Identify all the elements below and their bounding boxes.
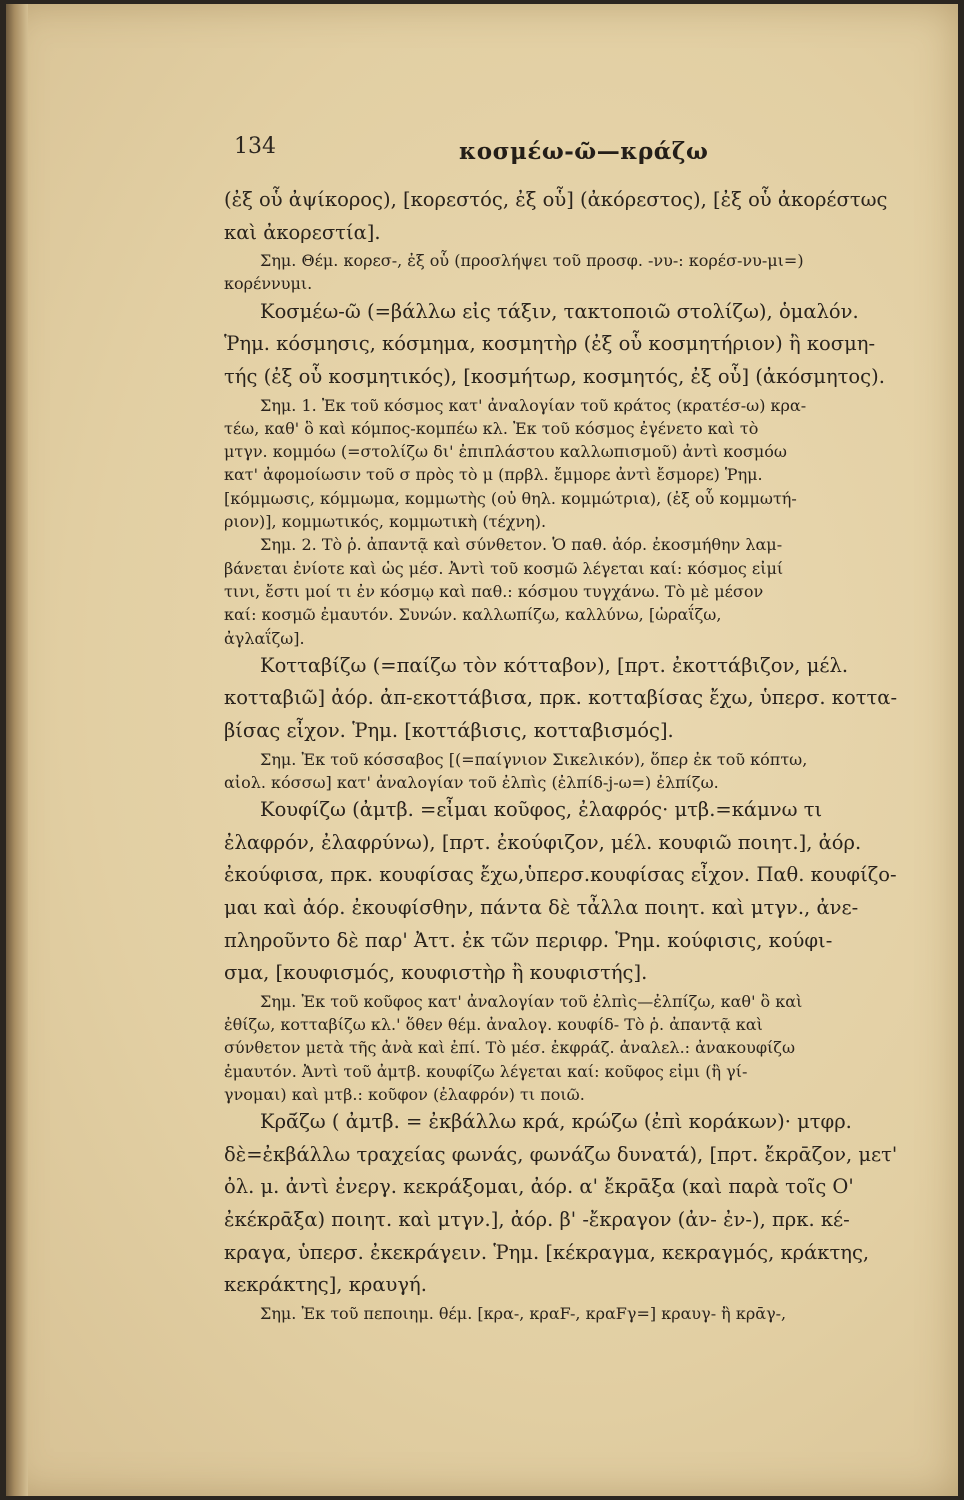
note-text-line: τέω, καθ' ὃ καὶ κόμπος-κομπέω κλ. Ἐκ τοῦ κόσμος ἐγένετο καὶ τὸ <box>224 418 759 438</box>
entry-text-line: βίσας εἶχον. Ῥημ. [κοττάβισις, κοτταβισμός]. <box>224 719 674 743</box>
entry-text-line: Κοτταβίζω (=παίζω τὸν κότταβον), [πρτ. ἐκοττάβιζον, μέλ. <box>260 653 849 677</box>
note-text-line: κορέννυμι. <box>224 274 313 294</box>
entry-text-line: κραγα, ὑπερσ. ἐκεκράγειν. Ῥημ. [κέκραγμα, κεκραγμός, κράκτης, <box>224 1240 870 1264</box>
entry-text-line: κοτταβιῶ] ἀόρ. ἀπ-εκοττάβισα, πρκ. κοτταβίσας ἔχω, ὑπερσ. κοττα- <box>224 686 898 710</box>
note-text-line: ἐθίζω, κοτταβίζω κλ.' ὅθεν θέμ. ἀναλογ. κουφίδ- Τὸ ῥ. ἀπαντᾷ καὶ <box>224 1015 763 1035</box>
page-header <box>234 134 924 174</box>
page-number: 134 <box>234 134 276 159</box>
note-text-line: σύνθετον μετὰ τῆς ἀνὰ καὶ ἐπί. Τὸ μέσ. ἐκφράζ. ἀναλελ.: ἀνακουφίζω <box>224 1038 796 1058</box>
entry-text-line: Κουφίζω (ἀμτβ. =εἶμαι κοῦφος, ἐλαφρός· μτβ.=κάμνω τι <box>260 798 823 822</box>
entry-text-line: πληροῦντο δὲ παρ' Ἀττ. ἐκ τῶν περιφρ. Ῥημ. κούφισις, κούφι- <box>224 928 833 952</box>
note-text-line: κατ' ἀφομοίωσιν τοῦ σ πρὸς τὸ μ (πρβλ. ἔμμορε ἀντὶ ἔσμορε) Ῥημ. <box>224 465 763 485</box>
entry-text-line: σμα, [κουφισμός, κουφιστὴρ ἢ κουφιστής]. <box>224 961 648 985</box>
note-text-line: Σημ. Ἐκ τοῦ κόσσαβος [(=παίγνιον Σικελικόν), ὅπερ ἐκ τοῦ κόπτω, <box>260 749 808 769</box>
entry-text-line: καὶ ἀκορεστία]. <box>224 220 381 244</box>
dictionary-entries <box>224 184 936 1325</box>
entry-text-line: ἐκέκρᾱξα) ποιητ. καὶ μτγν.], ἀόρ. β' -ἔκραγον (ἀν- ἐν-), πρκ. κέ- <box>224 1208 850 1232</box>
entry-text-line: ὀλ. μ. ἀντὶ ἐνεργ. κεκράξομαι, ἀόρ. α' ἔκρᾱξα (καὶ παρὰ τοῖς Ο' <box>224 1175 854 1199</box>
note-text-line: Σημ. Θέμ. κορεσ-, ἐξ οὗ (προσλήψει τοῦ προσφ. -νυ-: κορέσ-νυ-μι=) <box>260 251 804 271</box>
note-text-line: Σημ. Ἐκ τοῦ πεποιημ. θέμ. [κρα-, κραF-, κραFγ=] κραυγ- ἢ κρᾱγ-, <box>260 1303 787 1323</box>
entry-text-line: τής (ἐξ οὗ κοσμητικός), [κοσμήτωρ, κοσμητός, ἐξ οὗ] (ἀκόσμητος). <box>224 364 885 388</box>
note-text-line: αἰολ. κόσσω] κατ' ἀναλογίαν τοῦ ἐλπὶς (ἐλπίδ-j-ω=) ἐλπίζω. <box>224 772 719 792</box>
note-text-line: [κόμμωσις, κόμμωμα, κομμωτὴς (οὐ θηλ. κομμώτρια), (ἐξ οὗ κομμωτή- <box>224 488 797 508</box>
note-text-line: ἀγλαΐζω]. <box>224 628 305 648</box>
book-binding-edge <box>6 4 28 1496</box>
note-text-line: Σημ. 2. Τὸ ῥ. ἀπαντᾷ καὶ σύνθετον. Ὁ παθ. ἀόρ. ἐκοσμήθην λαμ- <box>260 535 783 555</box>
note-text-line: Σημ. 1. Ἐκ τοῦ κόσμος κατ' ἀναλογίαν τοῦ κράτος (κρατέσ-ω) κρα- <box>260 395 807 415</box>
note-text-line: γνομαι) καὶ μτβ.: κοῦφον (ἐλαφρόν) τι ποιῶ. <box>224 1084 585 1104</box>
entry-text-line: δὲ=ἐκβάλλω τραχείας φωνάς, φωνάζω δυνατά), [πρτ. ἔκρᾱζον, μετ' <box>224 1142 898 1166</box>
note-text-line: βάνεται ἐνίοτε καὶ ὡς μέσ. Ἀντὶ τοῦ κοσμῶ λέγεται καί: κόσμος εἰμί <box>224 558 784 578</box>
entry-text-line: ἐλαφρόν, ἐλαφρύνω), [πρτ. ἐκούφιζον, μέλ. κουφιῶ ποιητ.], ἀόρ. <box>224 830 862 854</box>
entry-text-line: (ἐξ οὗ ἀψίκορος), [κορεστός, ἐξ οὗ] (ἀκόρεστος), [ἐξ οὗ ἀκορέστως <box>224 188 888 211</box>
running-head: κοσμέω-ῶ—κράζω <box>459 138 709 165</box>
note-text-line: καί: κοσμῶ ἐμαυτόν. Συνών. καλλωπίζω, καλλύνω, [ὡραΐζω, <box>224 605 722 625</box>
note-text-line: ἐμαυτόν. Ἀντὶ τοῦ ἀμτβ. κουφίζω λέγεται καί: κοῦφος εἰμι (ἢ γί- <box>224 1061 748 1081</box>
note-text-line: ριον)], κομμωτικός, κομμωτικὴ (τέχνη). <box>224 512 547 532</box>
entry-text-line: Κοσμέω-ῶ (=βάλλω εἰς τάξιν, τακτοποιῶ στολίζω), ὁμαλόν. <box>260 299 859 323</box>
note-text-line: μτγν. κομμόω (=στολίζω δι' ἐπιπλάστου καλλωπισμοῦ) ἀντὶ κοσμόω <box>224 442 787 462</box>
entry-text-line: μαι καὶ ἀόρ. ἐκουφίσθην, πάντα δὲ τἆλλα ποιητ. καὶ μτγν., ἀνε- <box>224 895 859 919</box>
entry-text-line: Ῥημ. κόσμησις, κόσμημα, κοσμητὴρ (ἐξ οὗ κοσμητήριον) ἢ κοσμη- <box>224 332 876 356</box>
entry-text-line: κεκράκτης], κραυγή. <box>224 1273 427 1297</box>
entry-text-line: ἐκούφισα, πρκ. κουφίσας ἔχω,ὑπερσ.κουφίσας εἶχον. Παθ. κουφίζο- <box>224 863 897 887</box>
note-text-line: Σημ. Ἐκ τοῦ κοῦφος κατ' ἀναλογίαν τοῦ ἐλπὶς—ἐλπίζω, καθ' ὃ καὶ <box>260 991 803 1011</box>
entry-text-line: Κρᾱ́ζω ( ἀμτβ. = ἐκβάλλω κρά, κρώζω (ἐπὶ κοράκων)· μτφρ. <box>260 1110 852 1134</box>
book-page <box>6 4 958 1496</box>
note-text-line: τινι, ἔστι μοί τι ἐν κόσμῳ καὶ παθ.: κόσμου τυγχάνω. Τὸ μὲ μέσον <box>224 581 764 601</box>
